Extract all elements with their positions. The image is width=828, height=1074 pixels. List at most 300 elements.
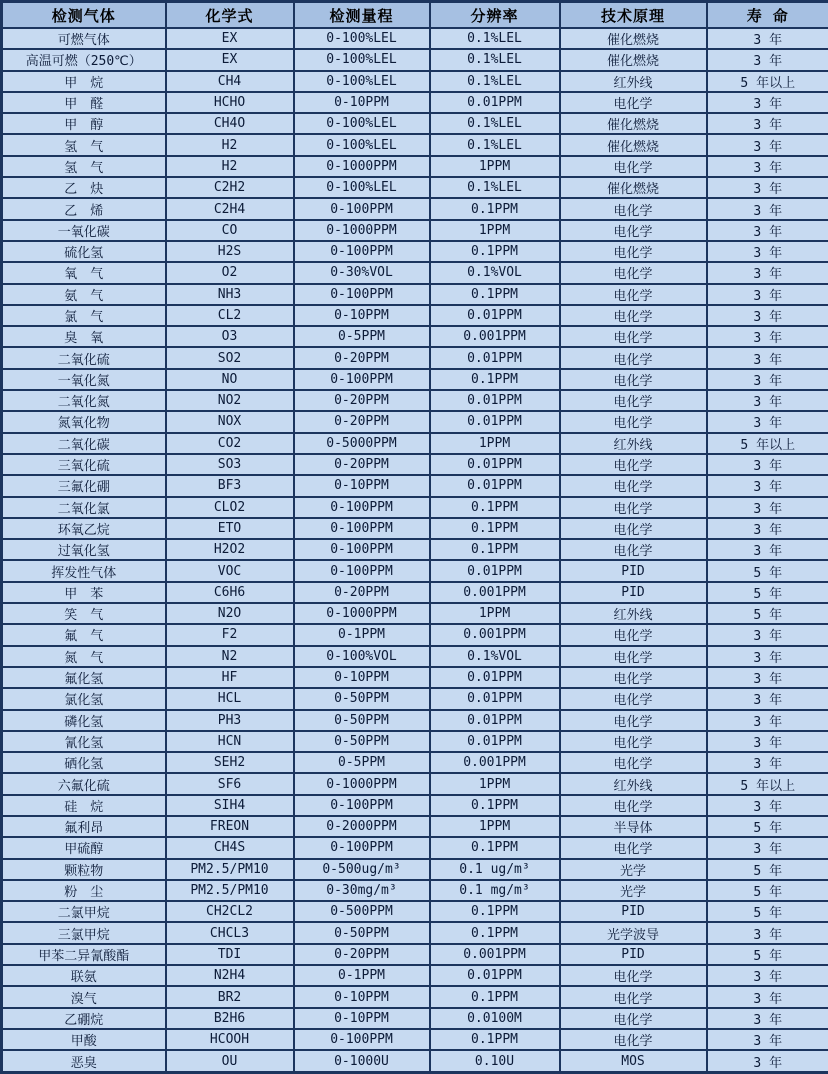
cell-formula: HCHO [166,92,294,113]
cell-resolution: 0.001PPM [430,944,560,965]
cell-gas-name: 乙 烯 [2,198,166,219]
cell-principle: 电化学 [560,688,707,709]
cell-range: 0-100PPM [294,1029,430,1050]
cell-resolution: 0.01PPM [430,347,560,368]
table-row [2,220,828,241]
cell-gas-name: 二氧化氯 [2,497,166,518]
table-row [2,198,828,219]
cell-resolution: 0.1PPM [430,539,560,560]
cell-lifespan: 3 年 [707,795,828,816]
cell-gas-name: 氢 气 [2,134,166,155]
cell-lifespan: 3 年 [707,646,828,667]
cell-range: 0-50PPM [294,710,430,731]
cell-principle: 光学 [560,859,707,880]
cell-principle: 电化学 [560,539,707,560]
cell-gas-name: 可燃气体 [2,28,166,49]
cell-gas-name: 二氧化碳 [2,433,166,454]
cell-range: 0-1000PPM [294,156,430,177]
cell-principle: 电化学 [560,198,707,219]
cell-lifespan: 3 年 [707,475,828,496]
cell-range: 0-50PPM [294,731,430,752]
cell-lifespan: 5 年 [707,603,828,624]
cell-principle: 电化学 [560,752,707,773]
cell-gas-name: 溴气 [2,986,166,1007]
cell-resolution: 1PPM [430,773,560,794]
table-row [2,944,828,965]
cell-principle: 电化学 [560,497,707,518]
cell-lifespan: 3 年 [707,220,828,241]
cell-lifespan: 3 年 [707,92,828,113]
cell-principle: 电化学 [560,326,707,347]
cell-range: 0-500ug/m³ [294,859,430,880]
cell-gas-name: 氟利昂 [2,816,166,837]
cell-formula: NO2 [166,390,294,411]
cell-gas-name: 过氧化氢 [2,539,166,560]
table-row [2,497,828,518]
cell-gas-name: 氟化氢 [2,667,166,688]
cell-lifespan: 3 年 [707,347,828,368]
cell-formula: EX [166,49,294,70]
cell-gas-name: 甲 烷 [2,71,166,92]
cell-range: 0-20PPM [294,454,430,475]
cell-lifespan: 3 年 [707,986,828,1007]
cell-lifespan: 3 年 [707,454,828,475]
table-row [2,433,828,454]
cell-gas-name: 联氨 [2,965,166,986]
cell-resolution: 0.01PPM [430,475,560,496]
cell-principle: PID [560,560,707,581]
cell-range: 0-100PPM [294,560,430,581]
cell-resolution: 0.1PPM [430,518,560,539]
cell-resolution: 0.01PPM [430,390,560,411]
cell-lifespan: 3 年 [707,156,828,177]
cell-formula: CLO2 [166,497,294,518]
cell-range: 0-10PPM [294,475,430,496]
cell-gas-name: 乙 炔 [2,177,166,198]
cell-formula: C2H2 [166,177,294,198]
cell-resolution: 0.01PPM [430,965,560,986]
table-row [2,156,828,177]
cell-principle: 电化学 [560,390,707,411]
cell-gas-name: 硒化氢 [2,752,166,773]
cell-range: 0-100%LEL [294,49,430,70]
cell-formula: HCL [166,688,294,709]
cell-range: 0-50PPM [294,922,430,943]
cell-formula: SO2 [166,347,294,368]
cell-formula: BR2 [166,986,294,1007]
cell-lifespan: 3 年 [707,134,828,155]
cell-resolution: 0.01PPM [430,667,560,688]
cell-resolution: 0.1PPM [430,497,560,518]
cell-range: 0-100PPM [294,497,430,518]
table-row [2,816,828,837]
cell-formula: O3 [166,326,294,347]
cell-formula: H2 [166,134,294,155]
column-header-range: 检测量程 [294,2,430,29]
cell-formula: FREON [166,816,294,837]
table-row [2,284,828,305]
cell-lifespan: 3 年 [707,411,828,432]
cell-lifespan: 3 年 [707,369,828,390]
column-header-resolution: 分辨率 [430,2,560,29]
cell-principle: 电化学 [560,518,707,539]
cell-resolution: 0.1PPM [430,241,560,262]
table-row [2,369,828,390]
cell-resolution: 0.0100M [430,1008,560,1029]
cell-formula: C6H6 [166,582,294,603]
cell-lifespan: 3 年 [707,667,828,688]
cell-lifespan: 5 年 [707,859,828,880]
cell-gas-name: 氯化氢 [2,688,166,709]
cell-resolution: 0.1 mg/m³ [430,880,560,901]
cell-lifespan: 5 年以上 [707,71,828,92]
cell-principle: 红外线 [560,603,707,624]
cell-range: 0-500PPM [294,901,430,922]
cell-principle: 催化燃烧 [560,113,707,134]
cell-principle: 电化学 [560,710,707,731]
cell-resolution: 0.01PPM [430,688,560,709]
table-row [2,859,828,880]
cell-resolution: 0.1PPM [430,901,560,922]
cell-formula: SF6 [166,773,294,794]
cell-gas-name: 氮氧化物 [2,411,166,432]
cell-resolution: 0.01PPM [430,305,560,326]
cell-lifespan: 3 年 [707,1029,828,1050]
cell-gas-name: 二氧化氮 [2,390,166,411]
table-row [2,28,828,49]
cell-principle: 电化学 [560,475,707,496]
cell-gas-name: 氢 气 [2,156,166,177]
cell-gas-name: 粉 尘 [2,880,166,901]
cell-formula: F2 [166,624,294,645]
table-row [2,582,828,603]
cell-gas-name: 六氟化硫 [2,773,166,794]
table-row [2,688,828,709]
table-row [2,965,828,986]
table-row [2,177,828,198]
table-row [2,986,828,1007]
cell-formula: H2S [166,241,294,262]
cell-lifespan: 3 年 [707,49,828,70]
table-row [2,603,828,624]
cell-range: 0-100PPM [294,241,430,262]
cell-principle: 电化学 [560,262,707,283]
cell-formula: CL2 [166,305,294,326]
cell-resolution: 0.1PPM [430,284,560,305]
cell-formula: N2H4 [166,965,294,986]
table-row [2,411,828,432]
cell-formula: CH2CL2 [166,901,294,922]
cell-principle: 电化学 [560,667,707,688]
cell-gas-name: 乙硼烷 [2,1008,166,1029]
cell-lifespan: 3 年 [707,710,828,731]
table-row [2,113,828,134]
cell-range: 0-100PPM [294,539,430,560]
cell-resolution: 0.1%LEL [430,113,560,134]
cell-lifespan: 3 年 [707,1050,828,1072]
cell-gas-name: 甲 醇 [2,113,166,134]
table-row [2,241,828,262]
table-row [2,475,828,496]
table-row [2,624,828,645]
cell-lifespan: 5 年 [707,816,828,837]
cell-resolution: 0.001PPM [430,582,560,603]
cell-gas-name: 恶臭 [2,1050,166,1072]
cell-principle: 催化燃烧 [560,134,707,155]
cell-gas-name: 氟 气 [2,624,166,645]
cell-formula: BF3 [166,475,294,496]
cell-gas-name: 氰化氢 [2,731,166,752]
cell-principle: 电化学 [560,347,707,368]
cell-formula: CO [166,220,294,241]
cell-gas-name: 二氯甲烷 [2,901,166,922]
cell-lifespan: 3 年 [707,262,828,283]
cell-principle: 电化学 [560,837,707,858]
cell-range: 0-100PPM [294,795,430,816]
cell-lifespan: 3 年 [707,837,828,858]
cell-range: 0-10PPM [294,92,430,113]
cell-gas-name: 硅 烷 [2,795,166,816]
cell-formula: TDI [166,944,294,965]
cell-lifespan: 3 年 [707,28,828,49]
cell-lifespan: 5 年 [707,944,828,965]
cell-formula: HF [166,667,294,688]
cell-resolution: 0.01PPM [430,454,560,475]
cell-principle: 红外线 [560,71,707,92]
cell-range: 0-1000PPM [294,773,430,794]
table-row [2,901,828,922]
table-row [2,539,828,560]
cell-formula: CH4S [166,837,294,858]
table-row [2,837,828,858]
table-row [2,49,828,70]
cell-formula: N2 [166,646,294,667]
cell-resolution: 0.1PPM [430,922,560,943]
cell-lifespan: 3 年 [707,241,828,262]
cell-formula: PM2.5/PM10 [166,859,294,880]
cell-lifespan: 3 年 [707,731,828,752]
cell-resolution: 1PPM [430,433,560,454]
cell-lifespan: 3 年 [707,624,828,645]
cell-formula: SO3 [166,454,294,475]
cell-range: 0-100%LEL [294,28,430,49]
cell-resolution: 0.001PPM [430,624,560,645]
cell-gas-name: 环氧乙烷 [2,518,166,539]
table-row [2,454,828,475]
cell-resolution: 0.1%VOL [430,646,560,667]
cell-gas-name: 一氧化碳 [2,220,166,241]
table-row [2,752,828,773]
cell-formula: B2H6 [166,1008,294,1029]
cell-range: 0-5000PPM [294,433,430,454]
table-row [2,390,828,411]
cell-lifespan: 5 年以上 [707,433,828,454]
cell-principle: PID [560,901,707,922]
cell-range: 0-100PPM [294,284,430,305]
cell-range: 0-100%LEL [294,177,430,198]
cell-range: 0-1PPM [294,624,430,645]
cell-gas-name: 氧 气 [2,262,166,283]
cell-principle: 半导体 [560,816,707,837]
cell-gas-name: 氨 气 [2,284,166,305]
table-row [2,1008,828,1029]
cell-principle: 电化学 [560,454,707,475]
table-row [2,922,828,943]
cell-lifespan: 3 年 [707,497,828,518]
table-row [2,560,828,581]
cell-principle: 电化学 [560,646,707,667]
cell-resolution: 0.1PPM [430,795,560,816]
cell-lifespan: 5 年 [707,560,828,581]
cell-formula: CO2 [166,433,294,454]
cell-principle: 电化学 [560,92,707,113]
table-row [2,646,828,667]
cell-range: 0-50PPM [294,688,430,709]
cell-resolution: 0.1%LEL [430,49,560,70]
cell-principle: 光学波导 [560,922,707,943]
cell-lifespan: 3 年 [707,518,828,539]
cell-range: 0-100PPM [294,518,430,539]
cell-principle: 电化学 [560,731,707,752]
cell-formula: HCOOH [166,1029,294,1050]
cell-range: 0-1PPM [294,965,430,986]
cell-range: 0-10PPM [294,986,430,1007]
cell-principle: 催化燃烧 [560,49,707,70]
cell-gas-name: 高温可燃（250℃） [2,49,166,70]
cell-formula: H2O2 [166,539,294,560]
table-row [2,731,828,752]
cell-gas-name: 甲酸 [2,1029,166,1050]
cell-principle: 电化学 [560,986,707,1007]
table-row [2,92,828,113]
cell-gas-name: 磷化氢 [2,710,166,731]
cell-formula: CHCL3 [166,922,294,943]
cell-lifespan: 3 年 [707,284,828,305]
cell-range: 0-100%LEL [294,71,430,92]
cell-gas-name: 三氧化硫 [2,454,166,475]
table-row [2,667,828,688]
cell-gas-name: 硫化氢 [2,241,166,262]
table-row [2,305,828,326]
cell-range: 0-30%VOL [294,262,430,283]
cell-range: 0-100%VOL [294,646,430,667]
cell-gas-name: 颗粒物 [2,859,166,880]
cell-range: 0-20PPM [294,347,430,368]
cell-principle: 电化学 [560,1029,707,1050]
cell-range: 0-20PPM [294,944,430,965]
cell-lifespan: 3 年 [707,1008,828,1029]
cell-range: 0-2000PPM [294,816,430,837]
cell-gas-name: 甲 苯 [2,582,166,603]
cell-gas-name: 一氧化氮 [2,369,166,390]
cell-gas-name: 笑 气 [2,603,166,624]
cell-formula: PM2.5/PM10 [166,880,294,901]
cell-principle: 电化学 [560,241,707,262]
cell-principle: 电化学 [560,369,707,390]
cell-principle: 电化学 [560,220,707,241]
cell-range: 0-1000PPM [294,603,430,624]
cell-resolution: 0.1%LEL [430,71,560,92]
cell-range: 0-30mg/m³ [294,880,430,901]
cell-formula: SEH2 [166,752,294,773]
table-row [2,326,828,347]
cell-gas-name: 甲硫醇 [2,837,166,858]
cell-principle: 催化燃烧 [560,177,707,198]
cell-resolution: 0.1PPM [430,1029,560,1050]
cell-lifespan: 5 年以上 [707,773,828,794]
cell-range: 0-100PPM [294,369,430,390]
table-row [2,773,828,794]
cell-formula: NO [166,369,294,390]
cell-formula: NOX [166,411,294,432]
cell-resolution: 1PPM [430,816,560,837]
cell-gas-name: 挥发性气体 [2,560,166,581]
cell-formula: N2O [166,603,294,624]
table-row [2,1050,828,1072]
table-row [2,1029,828,1050]
cell-gas-name: 臭 氧 [2,326,166,347]
cell-principle: 电化学 [560,624,707,645]
cell-lifespan: 3 年 [707,688,828,709]
cell-resolution: 0.01PPM [430,411,560,432]
cell-resolution: 0.1%VOL [430,262,560,283]
cell-lifespan: 3 年 [707,965,828,986]
cell-lifespan: 3 年 [707,198,828,219]
table-row [2,347,828,368]
column-header-lifespan: 寿 命 [707,2,828,29]
cell-gas-name: 甲 醛 [2,92,166,113]
cell-resolution: 0.1%LEL [430,134,560,155]
cell-range: 0-100PPM [294,198,430,219]
cell-formula: EX [166,28,294,49]
cell-principle: 电化学 [560,1008,707,1029]
cell-range: 0-10PPM [294,667,430,688]
cell-resolution: 0.10U [430,1050,560,1072]
cell-formula: ETO [166,518,294,539]
cell-range: 0-5PPM [294,326,430,347]
cell-range: 0-100PPM [294,837,430,858]
cell-principle: 电化学 [560,305,707,326]
cell-resolution: 0.1%LEL [430,177,560,198]
cell-range: 0-20PPM [294,390,430,411]
column-header-formula: 化学式 [166,2,294,29]
cell-lifespan: 5 年 [707,582,828,603]
cell-formula: OU [166,1050,294,1072]
cell-lifespan: 3 年 [707,390,828,411]
table-row [2,71,828,92]
table-row [2,880,828,901]
cell-resolution: 0.1PPM [430,986,560,1007]
cell-lifespan: 3 年 [707,326,828,347]
cell-gas-name: 甲苯二异氰酸酯 [2,944,166,965]
cell-resolution: 0.01PPM [430,92,560,113]
cell-principle: 电化学 [560,411,707,432]
cell-formula: VOC [166,560,294,581]
cell-range: 0-10PPM [294,305,430,326]
cell-principle: 光学 [560,880,707,901]
cell-resolution: 0.1%LEL [430,28,560,49]
cell-range: 0-20PPM [294,411,430,432]
cell-principle: MOS [560,1050,707,1072]
cell-principle: 红外线 [560,433,707,454]
cell-resolution: 1PPM [430,220,560,241]
cell-lifespan: 3 年 [707,922,828,943]
cell-principle: 电化学 [560,795,707,816]
cell-formula: O2 [166,262,294,283]
cell-gas-name: 三氯甲烷 [2,922,166,943]
cell-resolution: 0.001PPM [430,326,560,347]
cell-formula: C2H4 [166,198,294,219]
